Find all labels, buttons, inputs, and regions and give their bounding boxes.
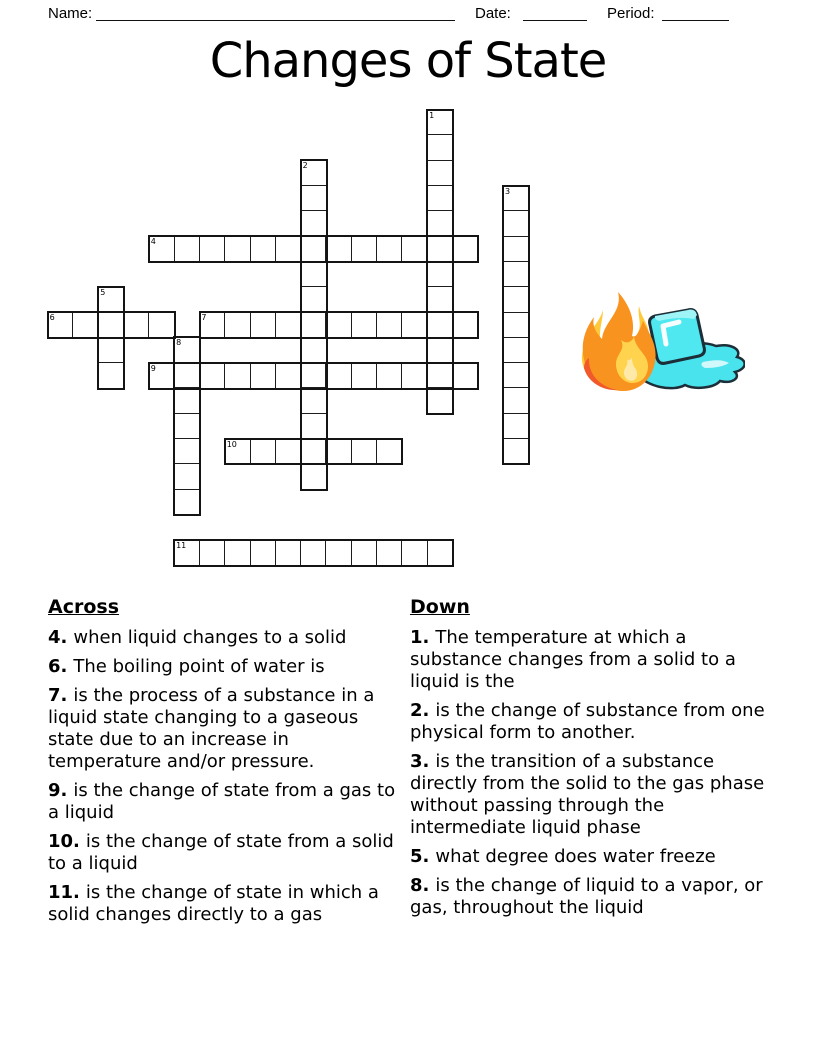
grid-cell[interactable] <box>224 539 251 566</box>
grid-cell[interactable] <box>325 539 352 566</box>
grid-cell[interactable] <box>503 362 530 389</box>
grid-cell[interactable] <box>224 236 251 263</box>
clue-number: 9 <box>150 363 156 373</box>
grid-cell[interactable] <box>174 438 201 465</box>
grid-cell[interactable] <box>174 489 201 516</box>
clue-number: 11 <box>176 540 187 550</box>
grid-cell[interactable] <box>275 438 302 465</box>
grid-cell[interactable] <box>123 312 150 339</box>
grid-cell[interactable] <box>325 312 352 339</box>
grid-cell[interactable] <box>72 312 99 339</box>
grid-cell[interactable] <box>401 236 428 263</box>
grid-cell[interactable] <box>174 387 201 414</box>
clue-item <box>48 831 404 875</box>
grid-cell[interactable] <box>351 539 378 566</box>
grid-cell[interactable] <box>503 185 530 212</box>
grid-cell[interactable] <box>199 236 226 263</box>
grid-cell[interactable] <box>427 337 454 364</box>
down-clues-section <box>410 596 774 926</box>
grid-cell[interactable] <box>401 539 428 566</box>
grid-cell[interactable] <box>199 362 226 389</box>
clue-item-text: is the transition of a substance directly from the solid to the gas phase without passing through the intermediate liquid phase <box>410 751 765 838</box>
down-clue-list <box>410 627 774 919</box>
clue-number: 10 <box>226 439 237 449</box>
grid-cell[interactable] <box>250 236 277 263</box>
grid-cell[interactable] <box>47 312 74 339</box>
grid-cell[interactable] <box>300 210 327 237</box>
clue-item-number: 4. <box>48 627 68 648</box>
clue-item <box>410 700 774 744</box>
grid-cell[interactable] <box>174 539 201 566</box>
clue-item-text: is the change of state in which a solid changes directly to a gas <box>48 882 379 925</box>
clue-item-number: 11. <box>48 882 80 903</box>
grid-cell[interactable] <box>300 312 327 339</box>
grid-cell[interactable] <box>503 312 530 339</box>
grid-cell[interactable] <box>401 362 428 389</box>
grid-cell[interactable] <box>275 236 302 263</box>
clue-item-text: The temperature at which a substance changes from a solid to a liquid is the <box>410 627 736 692</box>
grid-cell[interactable] <box>427 134 454 161</box>
grid-cell[interactable] <box>98 362 125 389</box>
grid-cell[interactable] <box>427 185 454 212</box>
grid-cell[interactable] <box>250 312 277 339</box>
clue-item <box>410 751 774 839</box>
grid-cell[interactable] <box>300 362 327 389</box>
grid-cell[interactable] <box>199 312 226 339</box>
down-heading: Down <box>410 596 470 618</box>
fire-and-ice-illustration <box>575 288 745 398</box>
grid-cell[interactable] <box>503 286 530 313</box>
grid-cell[interactable] <box>300 286 327 313</box>
grid-cell[interactable] <box>376 312 403 339</box>
grid-cell[interactable] <box>174 413 201 440</box>
grid-cell[interactable] <box>376 539 403 566</box>
clue-number: 1 <box>429 110 435 120</box>
clue-item-text: is the change of liquid to a vapor, or gas, throughout the liquid <box>410 875 763 918</box>
grid-cell[interactable] <box>98 312 125 339</box>
grid-cell[interactable] <box>351 312 378 339</box>
clue-item <box>48 685 404 773</box>
date-label: Date: <box>475 5 511 22</box>
grid-cell[interactable] <box>427 261 454 288</box>
clue-item-text: what degree does water freeze <box>435 846 716 867</box>
grid-cell[interactable] <box>427 210 454 237</box>
clue-item-text: is the process of a substance in a liquid state changing to a gaseous state due to an increase in temperature and/or pressure. <box>48 685 375 772</box>
clue-item-number: 8. <box>410 875 430 896</box>
clue-item-text: is the change of state from a gas to a liquid <box>48 780 396 823</box>
grid-cell[interactable] <box>300 539 327 566</box>
grid-cell[interactable] <box>300 438 327 465</box>
grid-cell[interactable] <box>300 463 327 490</box>
grid-cell[interactable] <box>427 387 454 414</box>
grid-cell[interactable] <box>325 438 352 465</box>
grid-cell[interactable] <box>275 312 302 339</box>
grid-cell[interactable] <box>300 261 327 288</box>
grid-cell[interactable] <box>300 185 327 212</box>
name-label: Name: <box>48 5 93 22</box>
grid-cell[interactable] <box>250 539 277 566</box>
grid-cell[interactable] <box>148 312 175 339</box>
grid-cell[interactable] <box>224 312 251 339</box>
grid-cell[interactable] <box>275 362 302 389</box>
grid-cell[interactable] <box>376 438 403 465</box>
clue-item <box>48 780 404 824</box>
clue-item-number: 9. <box>48 780 68 801</box>
clue-item-text: The boiling point of water is <box>73 656 325 677</box>
clue-number: 3 <box>505 186 511 196</box>
clue-item-number: 3. <box>410 751 430 772</box>
grid-cell[interactable] <box>376 362 403 389</box>
across-clues-section <box>48 596 404 933</box>
clue-number: 2 <box>302 161 308 171</box>
period-label: Period: <box>607 5 655 22</box>
clue-number: 6 <box>49 313 55 322</box>
grid-cell[interactable] <box>427 286 454 313</box>
grid-cell[interactable] <box>224 438 251 465</box>
clue-number: 7 <box>201 313 207 322</box>
clue-item-text: is the change of state from a solid to a liquid <box>48 831 394 874</box>
clue-item <box>410 627 774 693</box>
clue-item <box>48 882 404 926</box>
grid-cell[interactable] <box>174 337 201 364</box>
clue-number: 5 <box>100 287 106 297</box>
grid-cell[interactable] <box>300 387 327 414</box>
clue-item <box>48 627 404 649</box>
clue-item-number: 5. <box>410 846 430 867</box>
clue-item <box>48 656 404 678</box>
grid-cell[interactable] <box>174 236 201 263</box>
grid-cell[interactable] <box>351 236 378 263</box>
grid-cell[interactable] <box>503 387 530 414</box>
grid-cell[interactable] <box>300 160 327 187</box>
grid-cell[interactable] <box>452 362 479 389</box>
clue-number: 8 <box>176 338 182 348</box>
grid-cell[interactable] <box>148 362 175 389</box>
grid-cell[interactable] <box>300 236 327 263</box>
grid-cell[interactable] <box>174 463 201 490</box>
grid-cell[interactable] <box>427 312 454 339</box>
grid-cell[interactable] <box>224 362 251 389</box>
grid-cell[interactable] <box>503 438 530 465</box>
grid-cell[interactable] <box>275 539 302 566</box>
grid-cell[interactable] <box>148 236 175 263</box>
grid-cell[interactable] <box>98 286 125 313</box>
grid-cell[interactable] <box>452 236 479 263</box>
across-heading: Across <box>48 596 120 618</box>
grid-cell[interactable] <box>427 362 454 389</box>
clue-number: 4 <box>150 237 156 247</box>
grid-cell[interactable] <box>503 236 530 263</box>
grid-cell[interactable] <box>427 236 454 263</box>
grid-cell[interactable] <box>427 539 454 566</box>
grid-cell[interactable] <box>401 312 428 339</box>
clue-item-number: 1. <box>410 627 430 648</box>
grid-cell[interactable] <box>351 438 378 465</box>
clue-item-number: 6. <box>48 656 68 677</box>
grid-cell[interactable] <box>351 362 378 389</box>
clue-item-text: is the change of substance from one physical form to another. <box>410 700 765 743</box>
grid-cell[interactable] <box>98 337 125 364</box>
grid-cell[interactable] <box>427 160 454 187</box>
grid-cell[interactable] <box>325 236 352 263</box>
clue-item-text: when liquid changes to a solid <box>73 627 347 648</box>
grid-cell[interactable] <box>250 438 277 465</box>
grid-cell[interactable] <box>300 337 327 364</box>
clue-item <box>410 875 774 919</box>
grid-cell[interactable] <box>250 362 277 389</box>
page-title: Changes of State <box>209 33 607 89</box>
clue-item-number: 2. <box>410 700 430 721</box>
grid-cell[interactable] <box>174 362 201 389</box>
grid-cell[interactable] <box>452 312 479 339</box>
grid-cell[interactable] <box>300 413 327 440</box>
clue-item-number: 10. <box>48 831 80 852</box>
grid-cell[interactable] <box>199 539 226 566</box>
grid-cell[interactable] <box>376 236 403 263</box>
grid-cell[interactable] <box>427 109 454 136</box>
grid-cell[interactable] <box>503 337 530 364</box>
grid-cell[interactable] <box>503 413 530 440</box>
grid-cell[interactable] <box>325 362 352 389</box>
grid-cell[interactable] <box>503 210 530 237</box>
across-clue-list <box>48 627 404 926</box>
grid-cell[interactable] <box>503 261 530 288</box>
clue-item-number: 7. <box>48 685 68 706</box>
clue-item <box>410 846 774 868</box>
